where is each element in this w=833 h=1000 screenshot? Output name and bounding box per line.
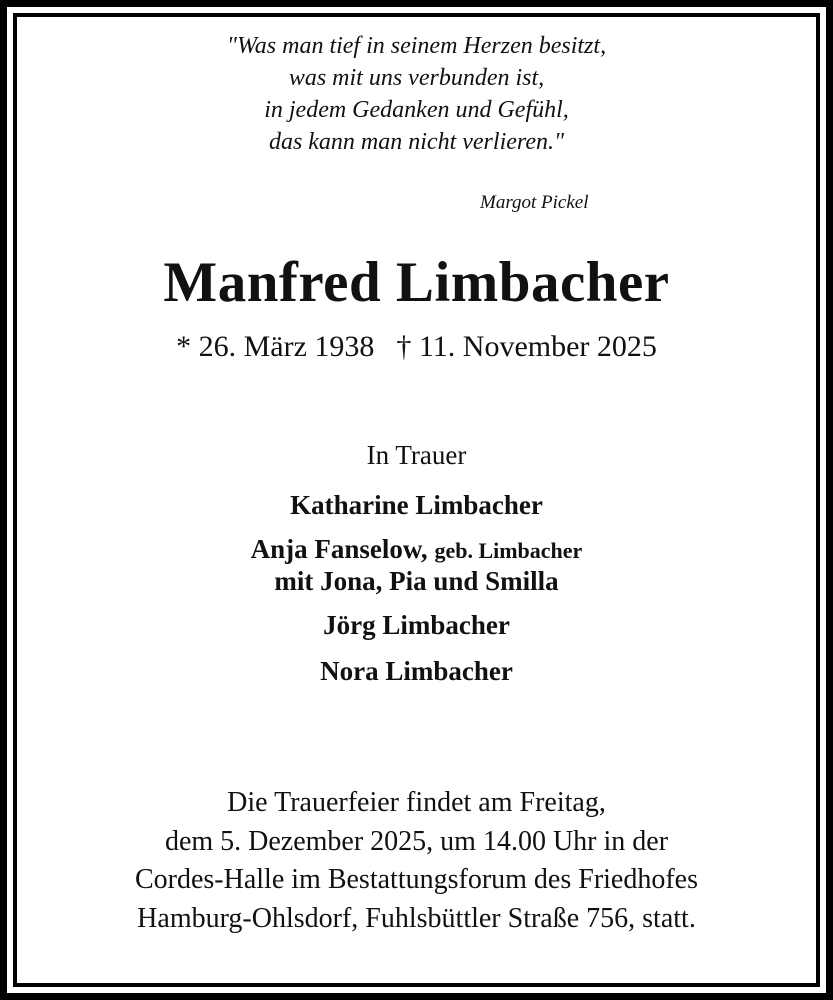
mourner-maiden-name: geb. Limbacher (434, 538, 583, 563)
mourner-name: Nora Limbacher (320, 656, 513, 686)
mourner (0, 534, 833, 596)
mourner-name: Jörg Limbacher (323, 610, 510, 640)
mourner-family: mit Jona, Pia und Smilla (274, 566, 559, 596)
mourning-intro: In Trauer (366, 440, 467, 470)
service-line: Cordes-Halle im Bestattungsforum des Friedhofes (134, 864, 698, 895)
birth-date: * 26. März 1938 (176, 330, 375, 363)
quote-line: in jedem Gedanken und Gefühl, (264, 97, 569, 123)
mourner-name: Katharine Limbacher (290, 490, 543, 520)
quote-block (0, 30, 833, 158)
life-dates (0, 330, 833, 364)
quote-line: das kann man nicht verlieren." (268, 129, 565, 155)
service-info (0, 784, 833, 938)
quote-line: "Was man tief in seinem Herzen besitzt, (226, 33, 607, 59)
service-line: Hamburg-Ohlsdorf, Fuhlsbüttler Straße 756, statt. (137, 902, 696, 934)
death-date: † 11. November 2025 (396, 330, 657, 363)
mourner (0, 654, 833, 688)
service-line: dem 5. Dezember 2025, um 14.00 Uhr in der (164, 825, 669, 857)
quote-author: Margot Pickel (480, 192, 589, 213)
mourner-name: Anja Fanselow, (250, 534, 428, 564)
quote-line: was mit uns verbunden ist, (288, 65, 545, 91)
service-line: Die Trauerfeier findet am Freitag, (227, 787, 606, 818)
mourner (0, 488, 833, 522)
mourners-list (0, 488, 833, 700)
deceased-name: Manfred Limbacher (163, 251, 670, 314)
mourner (0, 608, 833, 642)
